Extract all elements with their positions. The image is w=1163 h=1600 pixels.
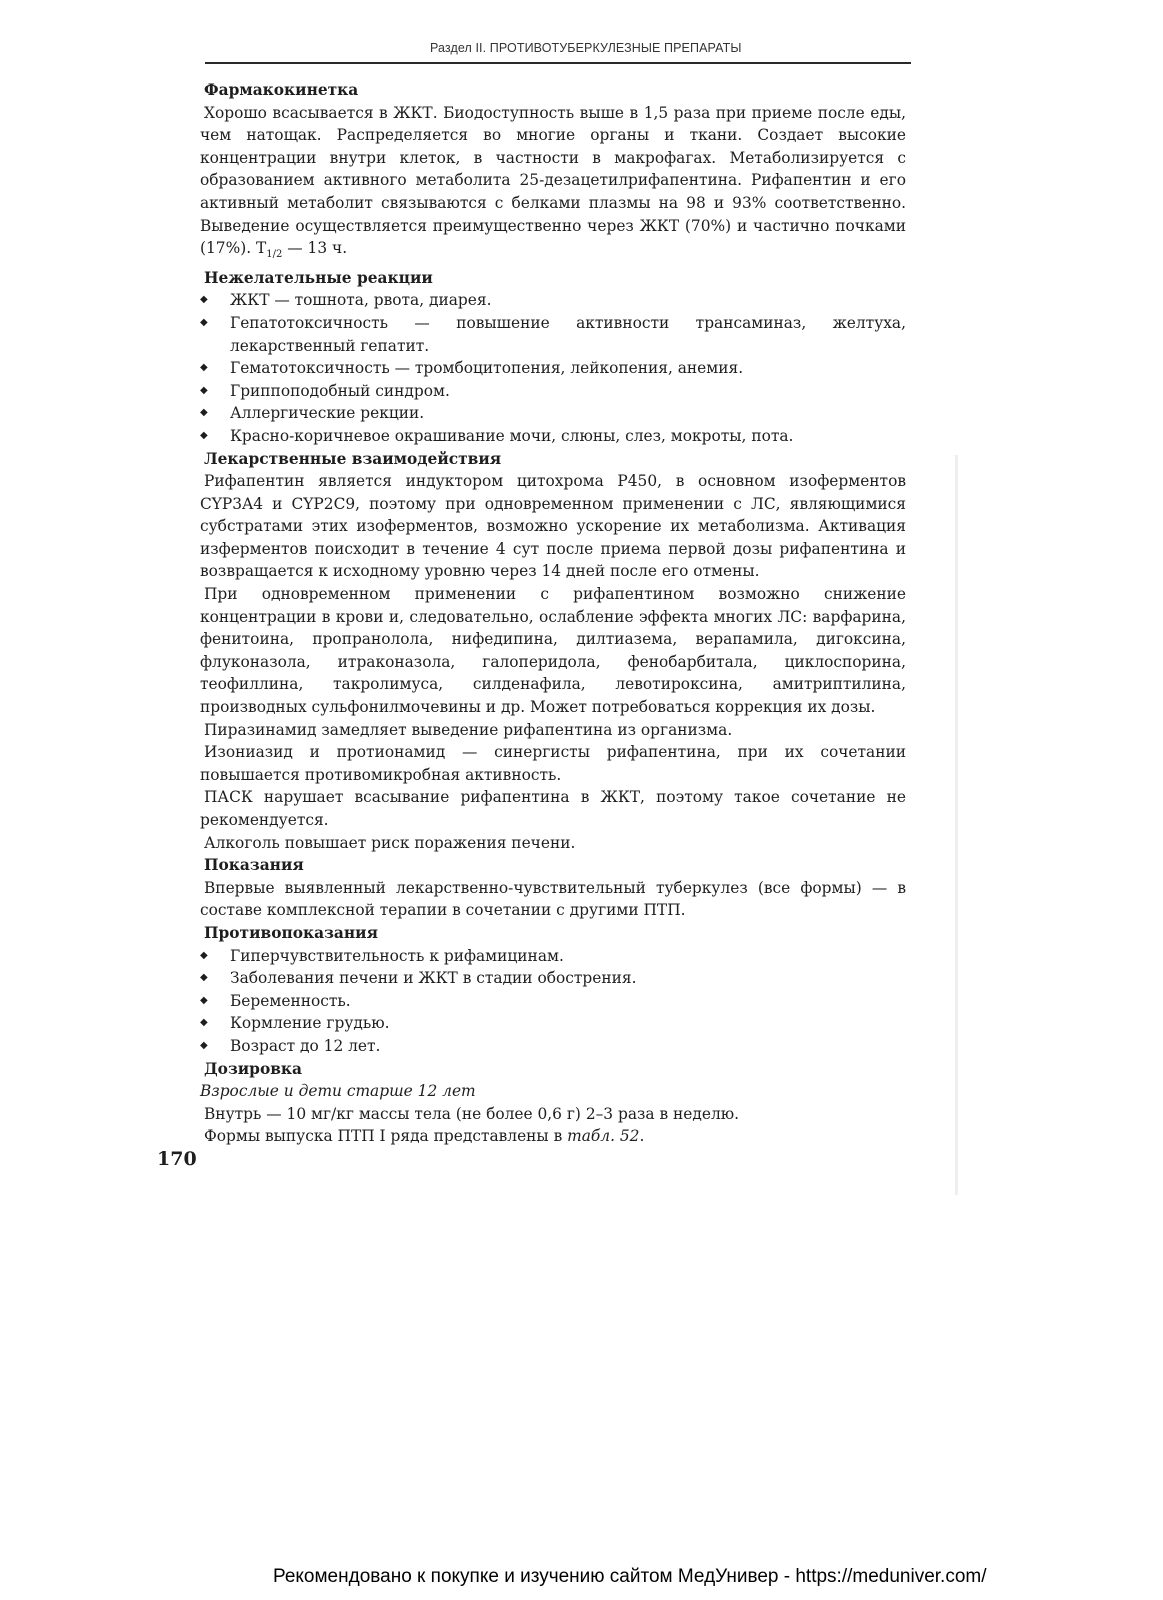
list-item-text: Кормление грудью. [230, 1014, 390, 1033]
section-title-adverse-reactions: Нежелательные реакции [204, 268, 433, 287]
section-title-contraindications: Противопоказания [204, 923, 378, 942]
contraindications-list [200, 945, 906, 1058]
adverse-reactions-list [200, 289, 906, 447]
page-content [200, 79, 906, 1148]
bullet-icon [200, 1035, 230, 1058]
list-item-text: Красно-коричневое окрашивание мочи, слюны, слез, мокроты, пота. [230, 426, 794, 445]
bullet-icon [200, 357, 230, 380]
indications-paragraph: Впервые выявленный лекарственно-чувствительный туберкулез (все формы) — в составе комплексной терапии в сочетании с другими ПТП. [200, 878, 906, 920]
list-item [200, 945, 906, 968]
forms-text: Формы выпуска ПТП I ряда представлены в [204, 1127, 568, 1146]
dosage-subtitle: Взрослые и дети старше 12 лет [200, 1082, 476, 1101]
interactions-paragraph: ПАСК нарушает всасывание рифапентина в ЖКТ, поэтому такое сочетание не рекомендуется. [200, 788, 906, 829]
header-rule [205, 62, 911, 64]
forms-end: . [639, 1127, 645, 1146]
pharmacokinetics-paragraph [200, 102, 906, 267]
bullet-icon [200, 402, 230, 425]
list-item [200, 425, 906, 448]
pharmacokinetics-text: Хорошо всасывается в ЖКТ. Биодоступность выше в 1,5 раза при приеме после еды, чем натощак. Распределяется во многие органы и ткани. Создает высокие концентрации внутри клеток, в частности в макрофагах. Метаболизируется с образованием активного метаболита 25-дезацетилрифапентина. Рифапентин и его активный метаболит связываются с белками плазмы на 98 и 93% соответственно. Выведение осуществляется преимущественно через ЖКТ (70%) и частично почками (17%). Т [200, 103, 906, 258]
list-item [200, 357, 906, 380]
list-item-text: Заболевания печени и ЖКТ в стадии обострения. [230, 969, 637, 988]
bullet-icon [200, 312, 230, 335]
list-item-text: Беременность. [230, 991, 351, 1010]
section-title-drug-interactions: Лекарственные взаимодействия [204, 449, 502, 468]
list-item-text: Гепатотоксичность — повышение активности трансаминаз, желтуха, лекарственный гепатит. [230, 313, 906, 355]
list-item-text: Гиперчувствительность к рифамицинам. [230, 946, 564, 965]
list-item-text: Аллергические рекции. [230, 404, 425, 423]
interactions-paragraph: Рифапентин является индуктором цитохрома P450, в основном изоферментов CYP3A4 и CYP2C9, поэтому при одновременном применении с ЛС, являющимися субстратами этих изоферментов, возможно ускорение их метаболизма. Активация изферментов поисходит в течение 4 сут после приема первой дозы рифапентина и возвращается к исходному уровню через 14 дней после его отмены. [200, 472, 906, 581]
interactions-paragraph: При одновременном применении с рифапентином возможно снижение концентрации в крови и, следовательно, ослабление эффекта многих ЛС: варфарина, фенитоина, пропранолола, нифедипина, дилтиазема, верапамила, дигоксина, флуконазола, итраконазола, галоперидола, фенобарбитала, циклоспорина, теофиллина, такролимуса, силденафила, левотироксина, амитриптилина, производных сульфонилмочевины и др. Может потребоваться коррекция их дозы. [200, 585, 906, 717]
bullet-icon [200, 380, 230, 403]
half-life-value: — 13 ч. [282, 239, 348, 258]
table-reference: табл. 52 [567, 1127, 640, 1146]
bullet-icon [200, 945, 230, 968]
page-number: 170 [157, 1148, 197, 1170]
interactions-paragraph: Пиразинамид замедляет выведение рифапентина из организма. [204, 720, 733, 739]
list-item-text: Гематотоксичность — тромбоцитопения, лейкопения, анемия. [230, 359, 744, 378]
bullet-icon [200, 967, 230, 990]
list-item [200, 990, 906, 1013]
list-item-text: Гриппоподобный синдром. [230, 381, 450, 400]
interactions-paragraph: Изониазид и протионамид — синергисты рифапентина, при их сочетании повышается противомикробная активность. [200, 743, 906, 784]
list-item-text: Возраст до 12 лет. [230, 1036, 381, 1055]
list-item [200, 289, 906, 312]
list-item [200, 1035, 906, 1058]
list-item [200, 312, 906, 357]
bullet-icon [200, 1012, 230, 1035]
forms-paragraph [200, 1125, 906, 1148]
bullet-icon [200, 289, 230, 312]
interactions-paragraph: Алкоголь повышает риск поражения печени. [204, 833, 576, 852]
list-item-text: ЖКТ — тошнота, рвота, диарея. [230, 291, 492, 310]
page-edge-shadow [955, 455, 958, 1195]
running-head: Раздел II. ПРОТИВОТУБЕРКУЛЕЗНЫЕ ПРЕПАРАТЫ [430, 41, 742, 55]
list-item [200, 380, 906, 403]
section-title-indications: Показания [204, 856, 304, 875]
bullet-icon [200, 990, 230, 1013]
half-life-subscript: 1/2 [266, 249, 283, 261]
dosage-paragraph: Внутрь — 10 мг/кг массы тела (не более 0,6 г) 2–3 раза в неделю. [204, 1104, 740, 1123]
list-item [200, 402, 906, 425]
list-item [200, 967, 906, 990]
footer-recommendation: Рекомендовано к покупке и изучению сайтом МедУнивер - https://meduniver.com/ [273, 1566, 987, 1587]
section-title-pharmacokinetics: Фармакокинетка [204, 81, 359, 99]
section-title-dosage: Дозировка [204, 1059, 302, 1078]
bullet-icon [200, 425, 230, 448]
list-item [200, 1012, 906, 1035]
